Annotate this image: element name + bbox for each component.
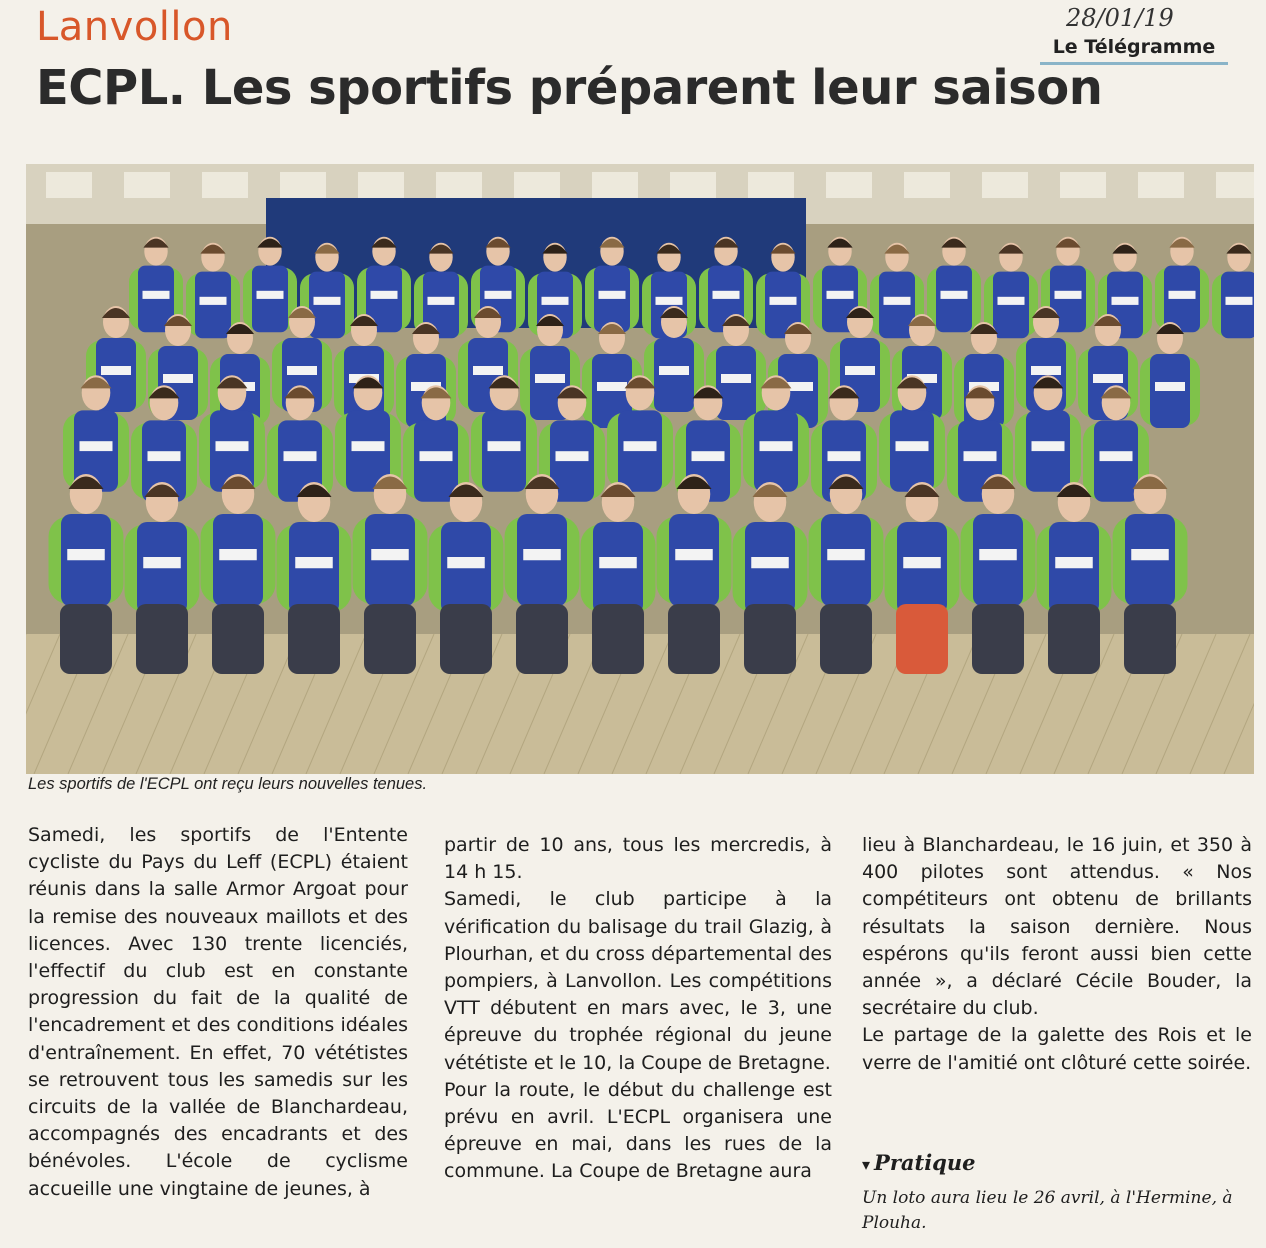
jersey-sponsor [964,451,997,461]
jersey-body [309,272,345,339]
jersey-sponsor [1055,291,1082,299]
jersey-sponsor [485,291,512,299]
jersey-sponsor [352,441,385,451]
jersey-sponsor [675,549,713,560]
jersey-sponsor [1131,549,1169,560]
jersey-sponsor [200,297,227,305]
legs [60,604,112,674]
jersey-sponsor [1100,451,1133,461]
jersey-body [936,266,972,333]
jersey-sponsor [896,441,929,451]
ceiling-light [202,172,248,198]
jersey-body [195,272,231,339]
jersey-sponsor [219,549,257,560]
ceiling-light [514,172,560,198]
jersey-sponsor [284,451,317,461]
jersey-sponsor [257,291,284,299]
article-column-2 [444,832,832,1186]
ceiling-light [1138,172,1184,198]
ceiling-light [1060,172,1106,198]
legs [668,604,720,674]
jersey-sponsor [148,451,181,461]
ceiling-light [670,172,716,198]
jersey-sponsor [751,557,789,568]
article-paragraph: Samedi, les sportifs de l'Entente cycliste du Pays du Leff (ECPL) étaient réunis dans la salle Armor Argoat pour la remise des nouveaux maillots et des licences. Avec 130 trente licenciés, l'effectif du club est en constante progression du fait de la qualité de l'encadrement et des conditions idéales d'entraînement. En effet, 70 vététistes se retrouvent tous les samedis sur les circuits de la vallée de Blanchardeau, accompagnés des encadrants et des bénévoles. L'école de cyclisme accueille une vingtaine de jeunes, à [28,824,408,1200]
article-paragraph: partir de 10 ans, tous les mercredis, à 14 h 15. [444,834,832,884]
legs [516,604,568,674]
jersey-sponsor [447,557,485,568]
jersey-sponsor [656,297,683,305]
pratique-heading-label: Pratique [874,1150,976,1175]
jersey-body [993,272,1029,339]
article-headline: ECPL. Les sportifs préparent leur saison [36,60,1103,116]
legs [744,604,796,674]
jersey-sponsor [599,557,637,568]
jersey-sponsor [1226,297,1253,305]
jersey-sponsor [692,451,725,461]
legs [288,604,340,674]
jersey-sponsor [713,291,740,299]
jersey-sponsor [473,366,503,375]
jersey-sponsor [314,297,341,305]
jersey-sponsor [542,297,569,305]
photo-caption: Les sportifs de l'ECPL ont reçu leurs nouvelles tenues. [28,775,428,793]
ceiling-light [436,172,482,198]
legs [136,604,188,674]
jersey-sponsor [659,366,689,375]
jersey-sponsor [428,297,455,305]
jersey-sponsor [827,549,865,560]
ceiling-light [904,172,950,198]
jersey-sponsor [1169,291,1196,299]
ceiling-light [46,172,92,198]
legs [364,604,416,674]
ceiling-light [124,172,170,198]
jersey-sponsor [721,374,751,383]
jersey-sponsor [488,441,521,451]
jersey-sponsor [827,291,854,299]
jersey-sponsor [371,291,398,299]
jersey-sponsor [163,374,193,383]
jersey-body [1221,272,1254,339]
ceiling-light [358,172,404,198]
jersey-sponsor [1112,297,1139,305]
ceiling-light [280,172,326,198]
jersey-sponsor [597,382,627,391]
article-paragraph: Le partage de la galette des Rois et le verre de l'amitié ont clôturé cette soirée. [862,1024,1252,1074]
jersey-sponsor [287,366,317,375]
jersey-sponsor [556,451,589,461]
jersey-sponsor [760,441,793,451]
legs [212,604,264,674]
section-label: Lanvollon [36,4,233,50]
jersey-sponsor [1031,366,1061,375]
jersey-sponsor [216,441,249,451]
jersey-sponsor [80,441,113,451]
jersey-sponsor [979,549,1017,560]
jersey-sponsor [143,557,181,568]
jersey-sponsor [770,297,797,305]
legs [1048,604,1100,674]
jersey-sponsor [420,451,453,461]
legs [1124,604,1176,674]
jersey-sponsor [624,441,657,451]
jersey-sponsor [599,291,626,299]
jersey-sponsor [828,451,861,461]
article-paragraph: Pour la route, le début du challenge est prévu en avril. L'ECPL organisera une épreuve en mai, dans les rues de la commune. La Coupe de Bretagne aura [444,1078,832,1183]
jersey-sponsor [941,291,968,299]
group-photo-illustration [26,164,1254,774]
legs [440,604,492,674]
jersey-sponsor [295,557,333,568]
group-photo [26,164,1254,774]
jersey-sponsor [903,557,941,568]
ceiling-light [982,172,1028,198]
article-paragraph: Samedi, le club participe à la vérification du balisage du trail Glazig, à Plourhan, et du cross départemental des pompiers, à Lanvollon. Les compétitions VTT débutent en mars avec, le 3, une épreuve du trophée régional du jeune vététiste et le 10, la Coupe de Bretagne. [444,888,832,1074]
jersey-sponsor [884,297,911,305]
legs [820,604,872,674]
jersey-sponsor [1155,382,1185,391]
jersey-sponsor [845,366,875,375]
ceiling-light [1216,172,1254,198]
legs [972,604,1024,674]
jersey-sponsor [1093,374,1123,383]
legs [592,604,644,674]
legs [896,604,948,674]
jersey-sponsor [998,297,1025,305]
article-column-1 [28,822,408,1203]
article-column-3 [862,832,1252,1077]
ceiling-light [592,172,638,198]
triangle-marker-icon: ▾ [862,1155,871,1174]
newspaper-name: Le Télégramme [1040,32,1228,65]
pratique-heading [862,1150,975,1175]
jersey-sponsor [1055,557,1093,568]
ceiling-light [826,172,872,198]
jersey-sponsor [101,366,131,375]
jersey-sponsor [371,549,409,560]
article-paragraph: lieu à Blanchardeau, le 16 juin, et 350 à 400 pilotes sont attendus. « Nos compétiteurs ont obtenu de brillants résultats la saison dernière. Nous espérons qu'ils feront aussi bien cette année », a déclaré Cécile Bouder, la secrétaire du club. [862,834,1252,1020]
handwritten-date: 28/01/19 [1066,4,1174,32]
jersey-sponsor [535,374,565,383]
jersey-sponsor [143,291,170,299]
pratique-text: Un loto aura lieu le 26 avril, à l'Hermine, à Plouha. [862,1188,1233,1233]
jersey-sponsor [1032,441,1065,451]
jersey-sponsor [67,549,105,560]
ceiling-light [748,172,794,198]
jersey-body [252,266,288,333]
jersey-sponsor [523,549,561,560]
